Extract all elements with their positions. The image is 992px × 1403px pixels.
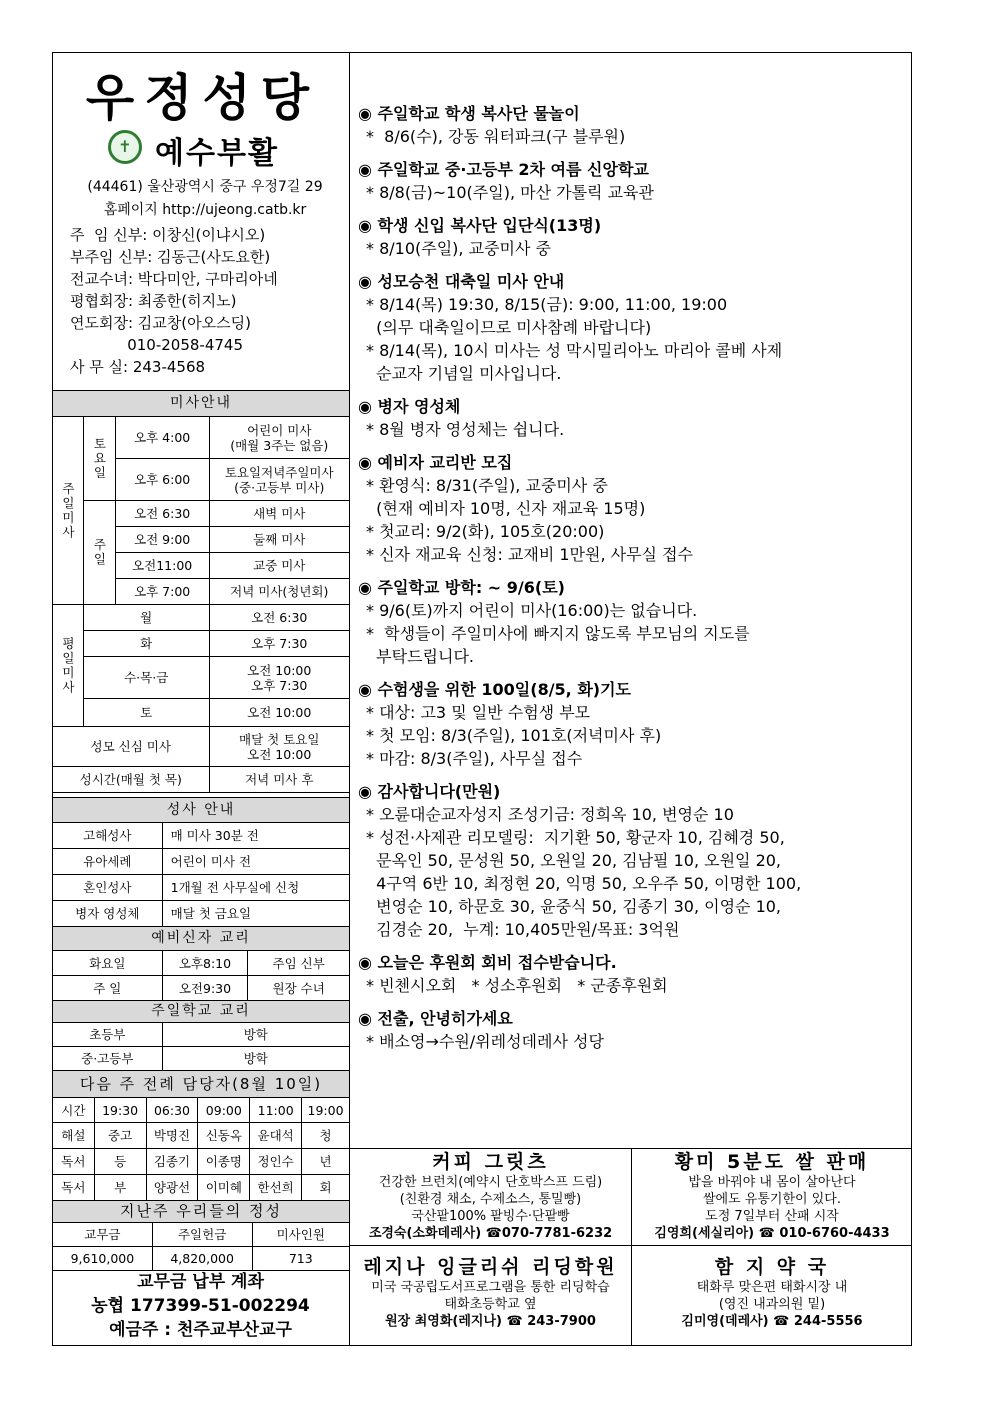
account-info: 교무금 납부 계좌 농협 177399-51-002294 예금주 : 천주교부산교구: [91, 1272, 310, 1340]
news-line: 김경순 20, 누계: 10,405만원/목표: 3억원: [366, 920, 680, 939]
news-line: 문옥인 50, 문성원 50, 오원일 20, 김남필 10, 오원일 20,: [366, 851, 782, 870]
news-item: [358, 214, 908, 260]
ad-line: 쌀에도 유통기한이 있다.: [703, 1192, 841, 1207]
news-line: * 첫교리: 9/2(화), 105호(20:00): [366, 522, 605, 541]
staff-line: 사 무 실: 243-4568: [70, 358, 206, 376]
ad-title: 함 지 약 국: [714, 1256, 830, 1278]
offering-table: 지난주 우리들의 정성 교무금 주일헌금 미사인원 9,610,000 4,820,000 713: [52, 1200, 350, 1271]
church-title: 우정성당: [85, 69, 320, 127]
church-homepage[interactable]: 홈페이지 http://ujeong.catb.kr: [103, 202, 307, 218]
ad-pharmacy: [632, 1255, 912, 1330]
ad-title: 커피 그릿츠: [432, 1151, 549, 1173]
news-heading: ◉ 오늘은 후원회 회비 접수받습니다.: [358, 953, 617, 972]
ad-line: (영진 내과의원 밑): [718, 1297, 826, 1312]
ad-coffee: [350, 1150, 631, 1242]
news-line: * 오륜대순교자성지 조성기금: 정희옥 10, 변영순 10: [366, 805, 734, 824]
ad-line: (친환경 채소, 수제소스, 통밀빵): [399, 1192, 582, 1207]
news-item: [358, 395, 908, 441]
news-item: [358, 576, 908, 668]
news-line: * 8/6(수), 강동 워터파크(구 블루원): [366, 127, 626, 146]
mass-title: 미사안내: [53, 391, 350, 417]
ad-line: 미국 국공립도서프로그램을 통한 리딩학습: [371, 1280, 610, 1295]
news-item: [358, 678, 908, 770]
sunday-label: 주일: [83, 501, 115, 605]
news-heading: ◉ 성모승천 대축일 미사 안내: [358, 272, 565, 291]
news-line: (의무 대축일이므로 미사참례 바랍니다): [366, 318, 652, 337]
weekday-mass-label: 평일미사: [53, 605, 84, 727]
news-item: [358, 780, 908, 941]
news-line: 순교자 기념일 미사입니다.: [366, 364, 562, 383]
news-line: * 8월 병자 영성체는 쉽니다.: [366, 420, 565, 439]
catechumen-table: 예비신자 교리 화요일 오후8:10 주임 신부 주 일 오전9:30 원장 수녀: [52, 926, 350, 1001]
ad-academy: [350, 1255, 631, 1330]
news-line: 변영순 10, 하문호 30, 윤중식 50, 김종기 30, 이영순 10,: [366, 897, 782, 916]
ad-line: 원장 최영화(레지나) ☎ 243-7900: [385, 1314, 596, 1329]
ad-line: 김미영(데레사) ☎ 244-5556: [681, 1314, 863, 1329]
news-heading: ◉ 주일학교 중·고등부 2차 여름 신앙학교: [358, 160, 649, 179]
news-line: * 학생들이 주일미사에 빠지지 않도록 부모님의 지도를: [366, 624, 750, 643]
news-list: [358, 102, 908, 1063]
ad-line: 조경숙(소화데레사) ☎070-7781-6232: [368, 1226, 613, 1241]
news-item: [358, 102, 908, 148]
church-subtitle: 예수부활: [155, 136, 279, 171]
news-heading: ◉ 예비자 교리반 모집: [358, 453, 513, 472]
ad-title: 레지나 잉글리쉬 리딩학원: [363, 1256, 618, 1278]
news-line: * 신자 재교육 신청: 교재비 1만원, 사무실 접수: [366, 545, 694, 564]
news-line: (현재 예비자 10명, 신자 재교육 15명): [366, 499, 646, 518]
ad-line: 국산팥100% 팥빙수·단팥빵: [411, 1209, 570, 1224]
news-item: [358, 451, 908, 566]
news-line: * 9/6(토)까지 어린이 미사(16:00)는 없습니다.: [366, 601, 698, 620]
ad-line: 밥을 바꿔야 내 몸이 살아난다: [688, 1175, 856, 1190]
ad-rice: [632, 1150, 912, 1242]
ad-title: 황미 5분도 쌀 판매: [674, 1151, 870, 1173]
news-line: 4구역 6반 10, 최정현 20, 익명 50, 오우주 50, 이명한 100,: [366, 874, 802, 893]
news-line: * 마감: 8/3(주일), 사무실 접수: [366, 749, 583, 768]
staff-line: 010-2058-4745: [70, 336, 244, 354]
staff-line: 부주임 신부: 김동근(사도요한): [70, 248, 271, 266]
ad-line: 태화루 맞은편 태화시장 내: [696, 1280, 848, 1295]
sacrament-table: 성사 안내 고해성사 매 미사 30분 전 유아세례 어린이 미사 전 혼인성사 1개월 전 사무실에 신청 병자 영성체 매달 첫 금요일: [52, 797, 350, 927]
news-heading: ◉ 주일학교 학생 복사단 물놀이: [358, 104, 580, 123]
news-line: * 환영식: 8/31(주일), 교중미사 중: [366, 476, 608, 495]
news-heading: ◉ 학생 신입 복사단 입단식(13명): [358, 216, 602, 235]
sunday-mass-label: 주일미사: [53, 417, 84, 605]
staff-line: 연도회장: 김교창(아오스딩): [70, 314, 251, 332]
news-item: [358, 270, 908, 385]
news-item: [358, 1007, 908, 1053]
ad-line: 도정 7일부터 산패 시작: [705, 1209, 839, 1224]
news-line: 부탁드립니다.: [366, 647, 474, 666]
news-line: * 성전·사제관 리모델링: 지기환 50, 황군자 10, 김혜경 50,: [366, 828, 785, 847]
news-line: * 8/14(목) 19:30, 8/15(금): 9:00, 11:00, 19:00: [366, 295, 728, 314]
sunday-school-table: 주일학교 교리 초등부 방학 중·고등부 방학: [52, 1000, 350, 1071]
church-logo-icon: ✝: [108, 130, 142, 164]
news-heading: ◉ 주일학교 방학: ~ 9/6(토): [358, 578, 565, 597]
ad-line: 태화초등학교 옆: [444, 1297, 537, 1312]
liturgy-table: 다음 주 전례 담당자(8월 10일) 시간 19:30 06:30 09:00 11:00 19:00 해설 중고 박명진 신동옥 윤대석 청 독서 등 김종기 이종명 정인수 년 독서 부 양광선 이미혜 한선희 회: [52, 1070, 350, 1201]
church-address: (44461) 울산광역시 중구 우정7길 29: [87, 179, 323, 195]
saturday-label: 토요일: [83, 417, 115, 501]
news-line: * 8/8(금)~10(주일), 마산 가톨릭 교육관: [366, 183, 654, 202]
news-line: * 빈첸시오회 * 성소후원회 * 군종후원회: [366, 976, 668, 995]
staff-line: 주 임 신부: 이창신(이냐시오): [70, 226, 266, 244]
news-line: * 대상: 고3 및 일반 수험생 부모: [366, 703, 591, 722]
news-heading: ◉ 감사합니다(만원): [358, 782, 501, 801]
news-line: * 배소영→수원/위레성데레사 성당: [366, 1032, 604, 1051]
staff-list: [70, 224, 278, 378]
news-line: * 8/14(목), 10시 미사는 성 막시밀리아노 마리아 콜베 사제: [366, 341, 783, 360]
news-item: [358, 951, 908, 997]
staff-line: 평협회장: 최종한(히지노): [70, 292, 237, 310]
staff-line: 전교수녀: 박다미안, 구마리아네: [70, 270, 278, 288]
ad-line: 건강한 브런치(예약시 단호박스프 드림): [378, 1175, 603, 1190]
news-line: * 첫 모임: 8/3(주일), 101호(저녁미사 후): [366, 726, 662, 745]
news-item: [358, 158, 908, 204]
news-heading: ◉ 수험생을 위한 100일(8/5, 화)기도: [358, 680, 632, 699]
news-line: * 8/10(주일), 교중미사 중: [366, 239, 551, 258]
news-heading: ◉ 병자 영성체: [358, 397, 461, 416]
news-heading: ◉ 전출, 안녕히가세요: [358, 1009, 513, 1028]
ad-line: 김영희(세실리아) ☎ 010-6760-4433: [654, 1226, 890, 1241]
mass-table: 미사안내 주일미사 토요일 오후 4:00 어린이 미사 (매월 3주는 없음) 오후 6:00 토요일저녁주일미사 (중·고등부 미사) 주일 오전 6:30 새벽 미사 오전 9:00 둘째 미사 오전11:00 교중 미사 오후 7:00 저녁 미사(청년회) 평일미사 월 오전 6:30 화 오후 7:30 수·목·금 오전 10:00 오후 7:30 토 오전 10:00 성모 신심 미사 매달 첫 토요일 오전 10:00 성시간(매월 첫 목) 저녁 미사 후: [52, 390, 350, 793]
